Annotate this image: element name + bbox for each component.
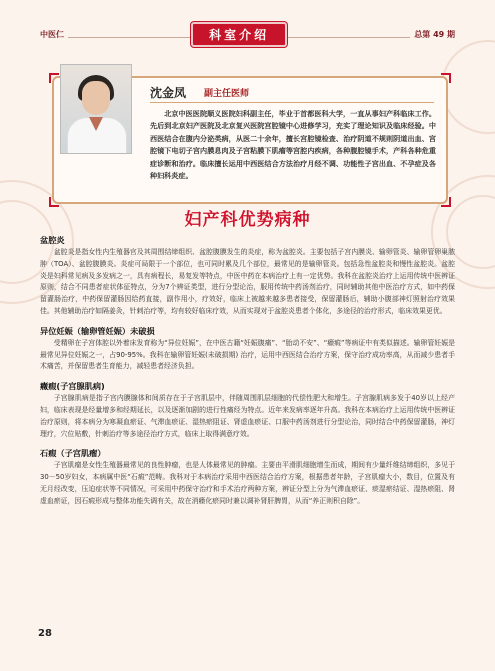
section-paragraph: 受精卵在子宫体腔以外着床发育称为“异位妊娠”，在中医古籍“妊娠腹痛”、“胎动不安”、“癥瘕”等病证中有类似描述。输卵管妊娠是最常见异位妊娠之一，占90-95%。我科在输卵管妊娠(未破损期) 治疗，运用中西医结合治疗方案，保守治疗成功率高，从而减少患者手术痛苦，并保留患者生育能力，减轻患者经济负担。 [40,338,455,371]
doctor-name: 沈金凤 [150,86,187,100]
doctor-bio: 北京中医医院顺义医院妇科副主任，毕业于首都医科大学，一直从事妇产科临床工作。先后到北京妇产医院及北京复兴医院宫腔镜中心进修学习，充实了理论知识及临床经验。中西医结合在腹内分泌类病，从医二十余年，擅长宫腔镜检查、治疗阴道不规则阴道出血、宫腔镜下电切子宫内膜息肉及子宫粘膜下肌瘤等宫腔内疾病，各种腹腔镜手术，产科各种危重症诊断和治疗。临床擅长运用中西医结合方法治疗月经不调、功能性子宫出血、不孕症及各种妇科炎症。 [150,109,436,181]
frame-corner [441,73,451,83]
section-heading: 癥瘕(子宫腺肌病) [40,381,105,392]
divider [150,102,434,103]
magazine-name: 中医仁 [36,29,68,40]
article-body [40,233,455,508]
section-heading: 盆腔炎 [40,235,65,245]
decorative-swirl [441,40,495,134]
frame-corner [49,73,59,83]
page-title: 妇产科优势病种 [184,210,311,230]
section-heading: 异位妊娠（输卵管妊娠）未破损 [40,325,155,336]
page-header [36,22,459,46]
section-title-badge: 科室介绍 [191,22,287,47]
section-heading: 石瘕（子宫肌瘤） [40,448,106,459]
doctor-photo [60,64,132,154]
doctor-title: 副主任医师 [204,89,250,99]
doctor-profile-box [52,76,448,204]
section-paragraph: 盆腔炎是指女性内生殖器官及其周围结缔组织、盆腔腹膜发生的炎症，称为盆腔炎。主要包括子宫内膜炎、输卵管炎、输卵管卵巢脓肿（TOA）、盆腔腹膜炎。炎症可局限于一个部位，也可同时累及几个部位，最常见的是输卵管炎。包括急性盆腔炎和慢性盆腔炎。盆腔炎是妇科常见病及多发病之一，具有病程长，易复发等特点，中医中药在本病治疗上有一定优势。我科在盆腔炎治疗上运用传统中医辨证原则，结合不同患者症状体征特点，分为7个辨证类型，进行分型论治，服用传统中药汤剂治疗，同时辅助其他中医治疗方式，如中药保留灌肠治疗，中药保留灌肠因给药直接，副作用小，疗效好，临床上被越来越多患者接受，保留灌肠后，辅助小腹部神灯照射治疗效果佳。其他辅助治疗如隔姜灸，针刺治疗等，均有较好临床疗效，从而实现对于盆腔炎患者个体化，多途径的治疗形式，临床效果更优。 [40,248,455,315]
issue-number: 总第 49 期 [410,29,459,40]
page-number: 28 [38,628,52,639]
section-paragraph: 子宫腺肌病是指子宫内膜腺体和间质存在于子宫肌层中，伴随周围肌层细胞的代偿性肥大和增生。子宫腺肌病多发于40岁以上经产妇，临床表现是经量增多和经期延长，以及逐渐加剧的进行性痛经为特点。近年来发病率逐年升高。我科在本病治疗上运用传统中医辨证治疗原则，将本病分为寒凝血瘀证、气滞血瘀证、湿热瘀阻证、肾虚血瘀证、口服中药汤剂进行分型论治，同时结合中药保留灌肠，神灯理疗，穴位贴敷，针刺治疗等多途径治疗方式，临床上取得满意疗效。 [40,394,455,438]
section-paragraph: 子宫肌瘤是女性生殖器最常见的良性肿瘤，也是人体最常见的肿瘤。主要由平滑肌细胞增生而成，期间有少量纤维结缔组织，多见于30－50岁妇女，本病属中医“石瘕”范畴。我科对于本病治疗采用中西医结合治疗方案，根据患者年龄，子宫肌瘤大小，数目，位置及有无月经改变，压迫症状等不同情况，可采用中药保守治疗和手术治疗两种方案，辨证分型上分为气滞血瘀证、痰湿瘀结证、湿热瘀阻、肾虚血瘀证，因石瘕形成与整体功能失调有关，故在消癥化瘀同时兼以调补肾肝脾胃，从而“养正则积自除”。 [40,461,455,505]
